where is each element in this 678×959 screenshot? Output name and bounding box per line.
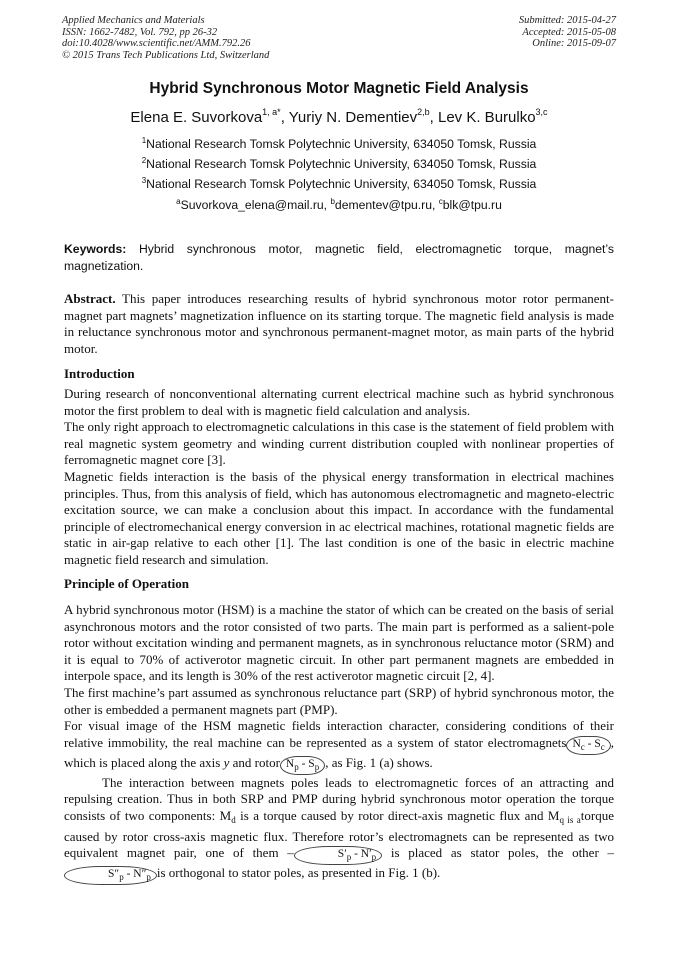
- journal-name: Applied Mechanics and Materials: [62, 15, 205, 26]
- doi-line: doi:10.4028/www.scientific.net/AMM.792.26: [62, 38, 251, 50]
- author-1: Elena E. Suvorkova: [130, 109, 263, 126]
- author-list: [0, 109, 678, 126]
- dates-header: [519, 15, 616, 50]
- p4-text-c: torque caused by rotor cross-axis magnetic flux. Therefore rotor’s electromagnets can be represented as two equivalent magnet pair, one of them –: [64, 807, 615, 861]
- axis-y: y: [223, 754, 230, 770]
- keywords: [64, 241, 614, 274]
- introduction-body: [64, 386, 614, 569]
- f1-n: N: [572, 737, 581, 750]
- affiliation-3-mark: 3: [141, 176, 147, 185]
- f4-s-sub: p: [119, 872, 124, 883]
- affiliation-2-text: National Research Tomsk Polytechnic University, 634050 Tomsk, Russia: [146, 157, 537, 171]
- f1-n-sub: c: [580, 741, 585, 752]
- journal-header: [62, 15, 269, 61]
- direct-axis-magnet-pair-formula: [294, 846, 382, 865]
- author-3: , Lev K. Burulko: [429, 109, 536, 126]
- email-a-mark: a: [176, 197, 181, 206]
- affiliation-1: [0, 137, 678, 151]
- principle-paragraph-3: [64, 718, 614, 775]
- principle-paragraph-2: The first machine’s part assumed as synchronous reluctance part (SRP) of hybrid synchronous motor, the other is embedded a permanent magnets part (PMP).: [64, 684, 614, 717]
- affiliation-2-mark: 2: [141, 156, 147, 165]
- introduction-paragraph-2: The only right approach to electromagnetic calculations in this case is the statement of field problem with real magnetic system geometry and winding current distribution coupled with nonlinear properties of ferromagnetic magnet core [3].: [64, 419, 614, 468]
- f2-s: - S: [298, 757, 315, 770]
- abstract-label: Abstract.: [64, 291, 116, 306]
- online-date: Online: 2015-09-07: [532, 38, 616, 50]
- email-b-mark: b: [330, 197, 335, 206]
- affiliation-3-text: National Research Tomsk Polytechnic University, 634050 Tomsk, Russia: [146, 177, 537, 191]
- f4-s: S″: [108, 868, 120, 881]
- email-1[interactable]: Suvorkova_elena@mail.ru,: [180, 198, 331, 212]
- author-2: , Yuriy N. Dementiev: [280, 109, 418, 126]
- f3-n-sub: p: [371, 852, 377, 863]
- p4-text-d: is placed as stator poles, the other –: [382, 845, 614, 861]
- p4-text-b: is a torque caused by rotor direct-axis magnetic flux and M: [235, 807, 560, 823]
- introduction-paragraph-3: Magnetic fields interaction is the basis of the physical energy transformation in electrical machines principles. Thus, from this analysis of field, which has autonomous electromagnetic and magneto-electric excitation source, we can make a conclusion about this impact. In accordance with the fundamental principle of electromechanical energy conversion in ac electrical machines, rotational magnetic fields are static in air-gap relative to each other [1]. The last condition is one of the basic in electric machine magnetic field research and simulation.: [64, 468, 614, 567]
- p3-text-d: , as Fig. 1 (a) shows.: [325, 754, 433, 770]
- keywords-text: Hybrid synchronous motor, magnetic field, electromagnetic torque, magnet’s magnetization.: [64, 242, 614, 273]
- issn-line: ISSN: 1662-7482, Vol. 792, pp 26-32: [62, 26, 218, 38]
- principle-paragraph-4: [64, 775, 614, 885]
- principle-body: [64, 602, 614, 885]
- p4-text-e: is orthogonal to stator poles, as presented in Fig. 1 (b).: [156, 865, 441, 881]
- email-3[interactable]: blk@tpu.ru: [442, 198, 502, 212]
- author-3-sup: 3,c: [535, 107, 548, 117]
- section-heading-principle: Principle of Operation: [64, 576, 189, 591]
- copyright-line: © 2015 Trans Tech Publications Ltd, Switzerland: [62, 49, 270, 61]
- keywords-label: Keywords:: [64, 242, 127, 256]
- abstract: [64, 291, 614, 357]
- email-2[interactable]: dementev@tpu.ru,: [334, 198, 439, 212]
- md-sub: d: [231, 814, 236, 825]
- f2-n-sub: p: [294, 761, 299, 772]
- affiliation-2: [0, 157, 678, 171]
- email-c-mark: c: [438, 197, 443, 206]
- f3-s-sub: p: [346, 852, 352, 863]
- f3-s: S′: [337, 848, 347, 861]
- author-2-sup: 2,b: [417, 107, 430, 117]
- f1-s: - S: [584, 737, 601, 750]
- accepted-date: Accepted: 2015-05-08: [522, 26, 616, 38]
- f1-s-sub: c: [600, 741, 605, 752]
- affiliation-1-mark: 1: [141, 136, 147, 145]
- email-line: [0, 198, 678, 212]
- principle-paragraph-1: A hybrid synchronous motor (HSM) is a machine the stator of which can be created on the basis of serial asynchronous motors and the rotor consisted of two parts. The main part is performed as a salient-pole rotor without excitation winding and permanent magnets, as in synchronous reluctance motor (SRM) and it is equal to 70% of activerotor magnetic circuit. In other part permanent magnets are embedded in interpole space, and its length is 30% of the rest activerotor magnetic circuit [2, 4].: [64, 602, 614, 684]
- section-heading-introduction: Introduction: [64, 366, 135, 381]
- submitted-date: Submitted: 2015-04-27: [518, 15, 616, 26]
- abstract-text: This paper introduces researching results of hybrid synchronous motor rotor permanent-magnet part magnets’ magnetization influence on its starting torque. The magnetic field analysis is made in reluctance synchronous motor and synchronous permanent-magnet motor, as main parts of the hybrid motor.: [64, 291, 614, 356]
- introduction-paragraph-1: During research of nonconventional alternating current electrical machine such as hybrid synchronous motor the first problem to deal with is magnetic field calculation and analysis.: [64, 386, 614, 418]
- p4-text-a: The interaction between magnets poles leads to electromagnetic forces of an attracting and repulsing creation. Thus in both SRP and PMP during hybrid synchronous motor operation the torque consists of two components: M: [64, 774, 614, 823]
- f4-n-sub: p: [146, 872, 151, 883]
- affiliation-1-text: National Research Tomsk Polytechnic University, 634050 Tomsk, Russia: [146, 137, 537, 151]
- rotor-electromagnet-formula: [280, 756, 325, 775]
- f2-n: N: [285, 757, 295, 770]
- p3-text-c: and rotor: [229, 754, 280, 770]
- author-1-sup: 1, a*: [262, 107, 281, 117]
- p3-text-b: , which is placed along the axis: [64, 734, 614, 770]
- p3-text-a: For visual image of the HSM magnetic fields interaction character, considering conditions of their relative immobility, the real machine can be represented as a system of stator electromagnets: [64, 718, 614, 750]
- f2-s-sub: p: [314, 761, 320, 772]
- affiliation-3: [0, 177, 678, 191]
- is-a-sub: is a: [563, 814, 581, 825]
- mq-sub: q: [559, 814, 564, 825]
- f4-n: - N″: [123, 868, 147, 881]
- cross-axis-magnet-pair-formula: [64, 866, 157, 885]
- paper-title: Hybrid Synchronous Motor Magnetic Field Analysis: [149, 80, 529, 97]
- stator-electromagnet-formula: [566, 736, 610, 755]
- f3-n: - N′: [351, 848, 372, 861]
